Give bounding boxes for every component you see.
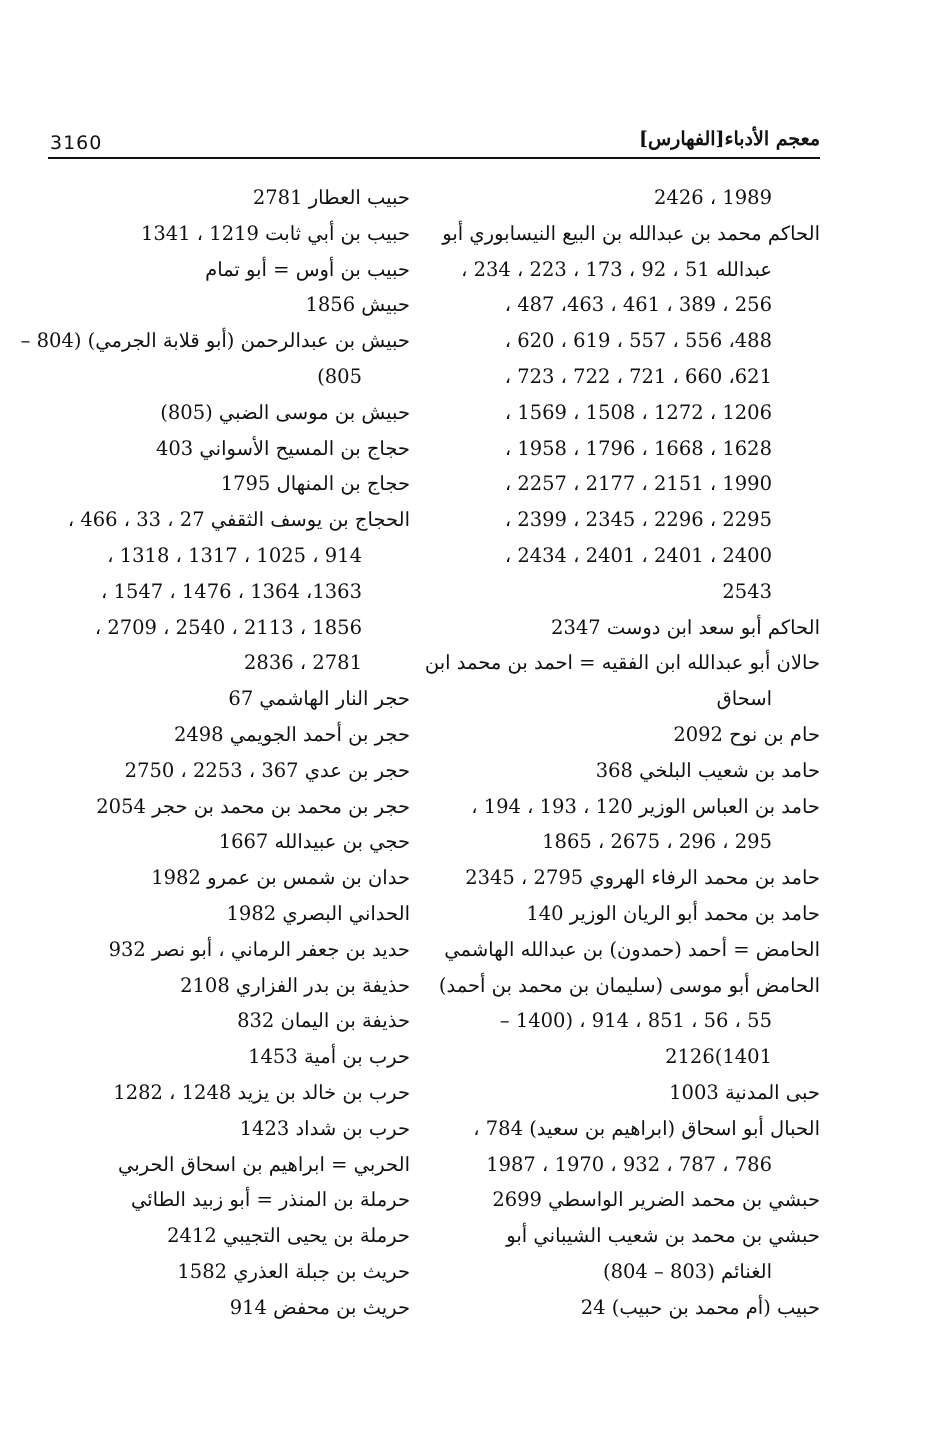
index-entry-line: حام بن نوح 2092 <box>673 722 820 746</box>
index-entry-line: 805) <box>317 364 362 388</box>
index-entry-line: 1990 ، 2151 ، 2177 ، 2257 ، <box>504 472 772 496</box>
index-entry-line: 1989 ، 2426 <box>654 186 772 209</box>
index-entry-line: حالان أبو عبدالله ابن الفقيه = احمد بن محمد ابن <box>424 651 820 675</box>
index-entry-line: الحاكم أبو سعد ابن دوست 2347 <box>551 615 820 639</box>
index-entry-line: حجر بن أحمد الجويمي 2498 <box>173 722 410 746</box>
index-entry-line: الغنائم (803 – 804) <box>602 1259 772 1283</box>
index-entry-line: 488، 556 ، 557 ، 619 ، 620 ، <box>504 329 772 353</box>
index-entry-line: حبيب العطار 2781 <box>252 186 410 209</box>
index-entry-line: حرملة بن المنذر = أبو زبيد الطائي <box>131 1188 410 1212</box>
index-column-right <box>424 180 820 1326</box>
index-entry-line: 256 ، 389 ، 461 ، 463، 487 ، <box>504 293 772 317</box>
index-entry-line: حبى المدنية 1003 <box>669 1080 820 1104</box>
index-entry-line: 786 ، 787 ، 932 ، 1970 ، 1987 <box>486 1152 772 1176</box>
page-number: 3160 <box>50 132 103 154</box>
index-entry-line: حجي بن عبيدالله 1667 <box>218 830 410 854</box>
index-entry-line: 1363، 1364 ، 1476 ، 1547 ، <box>101 579 362 603</box>
running-title: معجم الأدباء[الفهارس] <box>638 128 820 150</box>
index-entry-line: حبيب بن أوس = أبو تمام <box>205 257 410 281</box>
index-entry-line: حدان بن شمس بن عمرو 1982 <box>151 866 410 890</box>
index-entry-line: 55 ، 56 ، 851 ، 914 ، (1400 – <box>499 1009 772 1033</box>
index-entry-line: 2295 ، 2296 ، 2345 ، 2399 ، <box>504 508 772 532</box>
index-entry-line: 621، 660 ، 721 ، 722 ، 723 ، <box>504 364 772 388</box>
index-entry-line: 1206 ، 1272 ، 1508 ، 1569 ، <box>504 400 772 424</box>
index-entry-line: حامد بن شعيب البلخي 368 <box>595 758 820 782</box>
index-entry-line: حرب بن شداد 1423 <box>239 1116 410 1140</box>
index-entry-line: 2400 ، 2401 ، 2401 ، 2434 ، <box>504 543 772 567</box>
index-entry-line: 1628 ، 1668 ، 1796 ، 1958 ، <box>504 436 772 460</box>
index-entry-line: حجر بن عدي 367 ، 2253 ، 2750 <box>124 758 410 782</box>
index-entry-line: حامد بن محمد أبو الريان الوزير 140 <box>526 901 820 925</box>
index-entry-line: حرملة بن يحيى التجيبي 2412 <box>167 1224 410 1248</box>
index-entry-line: حرب بن أمية 1453 <box>248 1045 410 1069</box>
index-entry-line: 914 ، 1025 ، 1317 ، 1318 ، <box>107 543 362 567</box>
index-entry-line: حريث بن جبلة العذري 1582 <box>177 1259 410 1283</box>
index-entry-line: حامد بن العباس الوزير 120 ، 193 ، 194 ، <box>471 794 820 818</box>
index-entry-line: حرب بن خالد بن يزيد 1248 ، 1282 <box>113 1080 410 1104</box>
index-entry-line: الحبال أبو اسحاق (ابراهيم بن سعيد) 784 ، <box>473 1116 820 1140</box>
index-entry-line: حبيب (أم محمد بن حبيب) 24 <box>580 1295 820 1319</box>
header-rule <box>48 157 820 159</box>
index-entry-line: حذيفة بن بدر الفزاري 2108 <box>180 973 410 997</box>
index-entry-line: الحامض = أحمد (حمدون) بن عبدالله الهاشمي <box>444 937 820 961</box>
index-entry-line: حامد بن محمد الرفاء الهروي 2795 ، 2345 <box>465 866 820 890</box>
index-entry-line: الحربي = ابراهيم بن اسحاق الحربي <box>118 1152 410 1176</box>
index-entry-line: حبشي بن محمد الضرير الواسطي 2699 <box>492 1188 820 1212</box>
index-entry-line: حبيش بن موسى الضبي (805) <box>160 400 410 424</box>
index-entry-line: 2781 ، 2836 <box>244 651 362 675</box>
index-entry-line: حجر النار الهاشمي 67 <box>228 687 410 711</box>
index-entry-line: حجر بن محمد بن محمد بن حجر 2054 <box>96 794 410 818</box>
index-entry-line: 295 ، 296 ، 2675 ، 1865 <box>542 830 772 854</box>
index-entry-line: حريث بن محفض 914 <box>229 1295 410 1319</box>
index-column-left <box>20 180 410 1326</box>
index-entry-line: حجاج بن المنهال 1795 <box>220 472 410 496</box>
index-entry-line: حجاج بن المسيح الأسواني 403 <box>155 436 410 460</box>
index-entry-line: الحجاج بن يوسف الثقفي 27 ، 33 ، 466 ، <box>67 508 410 532</box>
index-entry-line: الحاكم محمد بن عبدالله بن البيع النيسابوري أبو <box>442 221 820 245</box>
index-entry-line: حبيب بن أبي ثابت 1219 ، 1341 <box>140 221 410 245</box>
index-entry-line: 2543 <box>722 579 772 603</box>
index-entry-line: اسحاق <box>716 687 772 711</box>
index-entry-line: حبيش بن عبدالرحمن (أبو قلابة الجرمي) (804 – <box>20 329 410 353</box>
index-entry-line: حبشي بن محمد بن شعيب الشيباني أبو <box>506 1224 820 1248</box>
index-entry-line: حديد بن جعفر الرماني ، أبو نصر 932 <box>108 937 410 961</box>
index-entry-line: عبدالله 51 ، 92 ، 173 ، 223 ، 234 ، <box>461 257 772 281</box>
index-entry-line: 1856 ، 2113 ، 2540 ، 2709 ، <box>94 615 362 639</box>
index-entry-line: حبيش 1856 <box>305 293 410 317</box>
index-entry-line: حذيفة بن اليمان 832 <box>237 1009 410 1033</box>
index-entry-line: 1401)2126 <box>665 1045 772 1069</box>
index-entry-line: الحامض أبو موسى (سليمان بن محمد بن أحمد) <box>438 973 820 997</box>
index-entry-line: الحداني البصري 1982 <box>226 901 410 925</box>
